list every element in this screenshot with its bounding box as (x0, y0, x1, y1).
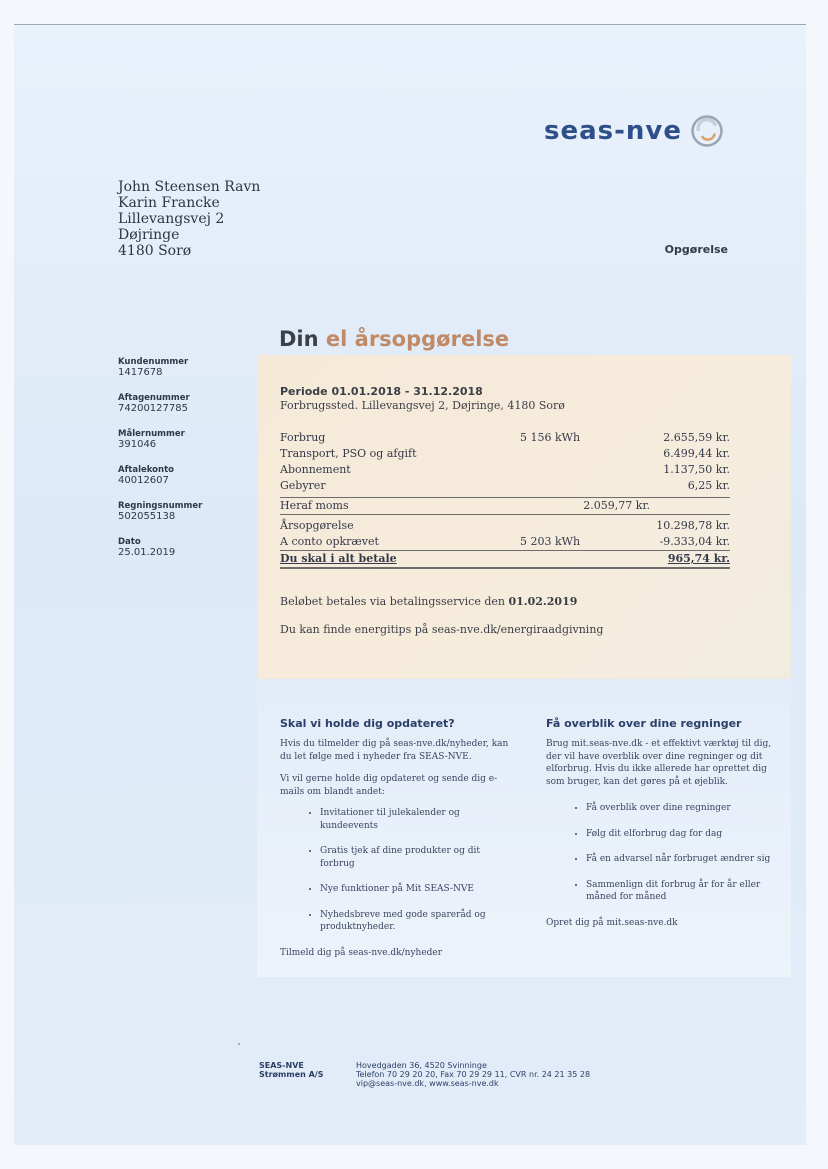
consumption-site: Forbrugssted. Lillevangsvej 2, Døjringe, 4180 Sorø (280, 399, 565, 412)
footer-contact (356, 1061, 590, 1088)
info-value: 74200127785 (118, 403, 188, 414)
list-item: • Nye funktioner på Mit SEAS-NVE (320, 883, 516, 896)
payment-date: 01.02.2019 (508, 595, 578, 608)
document-page (14, 24, 806, 1145)
scan-speck (238, 1043, 240, 1045)
logo-text: seas-nve (544, 116, 683, 146)
info-value: 25.01.2019 (118, 547, 176, 558)
info-value: 40012607 (118, 475, 169, 486)
newsletter-column (280, 717, 516, 959)
payment-text: Beløbet betales via betalingsservice den (280, 595, 505, 608)
moms-row (280, 499, 730, 515)
footer-company-name: SEAS-NVE (259, 1061, 304, 1070)
row-amount: 2.059,77 kr. (583, 499, 650, 512)
recipient-line: Lillevangsvej 2 (118, 211, 225, 227)
footer-company-name: Strømmen A/S (259, 1070, 324, 1079)
list-item: • Følg dit elforbrug dag for dag (586, 828, 786, 841)
summary-row (280, 535, 730, 551)
customer-info (118, 357, 202, 573)
payment-note (280, 595, 577, 608)
total-row (280, 552, 730, 568)
divider (280, 514, 730, 515)
document-type: Opgørelse (664, 243, 728, 256)
list-item: • Gratis tjek af dine produkter og dit forbrug (320, 845, 516, 870)
newsletter-text: Hvis du tilmelder dig på seas-nve.dk/nyheder, kan du let følge med i nyheder fra SEAS-NVE. (280, 739, 509, 762)
overview-link[interactable]: Opret dig på mit.seas-nve.dk (546, 917, 678, 928)
footer-company (259, 1061, 323, 1079)
row-qty: 5 203 kWh (520, 535, 581, 548)
overview-text: Brug mit.seas-nve.dk - et effektivt værktøj til dig, der vil have overblik over dine regninger og dit elforbrug. Hvis du ikke allerede har oprettet dig som bruger, kan det gøres på et øjeblik. (546, 739, 772, 787)
newsletter-link[interactable]: Tilmeld dig på seas-nve.dk/nyheder (280, 947, 443, 958)
newsletter-list (280, 807, 516, 934)
recipient-address (118, 179, 260, 259)
logo-swirl-icon (690, 114, 724, 148)
page-title (279, 327, 509, 351)
summary-row (280, 519, 730, 535)
divider (280, 497, 730, 498)
recipient-line: Døjringe (118, 227, 180, 243)
newsletter-heading: Skal vi holde dig opdateret? (280, 717, 455, 730)
bill-row (280, 479, 730, 495)
row-label: A conto opkrævet (280, 535, 379, 548)
divider (280, 550, 730, 551)
newsletter-text: Vi vil gerne holde dig opdateret og sende dig e-mails om blandt andet: (280, 774, 498, 797)
row-label: Forbrug (280, 431, 326, 444)
list-item: • Nyhedsbreve med gode spareråd og produktnyheder. (320, 909, 516, 934)
row-label: Transport, PSO og afgift (280, 447, 417, 460)
row-qty: 5 156 kWh (520, 431, 581, 444)
info-label: Aftalekonto (118, 465, 174, 475)
footer-web: vip@seas-nve.dk, www.seas-nve.dk (356, 1079, 499, 1088)
overview-list (546, 802, 786, 904)
row-amount: 1.137,50 kr. (663, 463, 730, 476)
list-item: • Invitationer til julekalender og kundeevents (320, 807, 516, 832)
row-amount: 10.298,78 kr. (656, 519, 730, 532)
overview-column (546, 717, 786, 929)
bill-row (280, 431, 730, 447)
row-amount: -9.333,04 kr. (659, 535, 730, 548)
title-highlight: el årsopgørelse (325, 327, 510, 351)
info-label: Aftagenummer (118, 393, 190, 403)
title-main: Din (279, 327, 319, 351)
row-amount: 6,25 kr. (687, 479, 730, 492)
row-amount: 2.655,59 kr. (663, 431, 730, 444)
list-item: • Få overblik over dine regninger (586, 802, 786, 815)
total-amount: 965,74 kr. (667, 552, 730, 565)
row-label: Årsopgørelse (280, 519, 354, 532)
row-label: Abonnement (280, 463, 351, 476)
billing-period: Periode 01.01.2018 - 31.12.2018 (280, 385, 483, 398)
total-label: Du skal i alt betale (280, 552, 397, 565)
info-value: 502055138 (118, 511, 176, 522)
footer-address: Hovedgaden 36, 4520 Svinninge (356, 1061, 487, 1070)
list-item: • Få en advarsel når forbruget ændrer sig (586, 853, 786, 866)
list-item: • Sammenlign dit forbrug år for år eller måned for måned (586, 879, 786, 904)
row-label: Gebyrer (280, 479, 326, 492)
bill-row (280, 463, 730, 479)
bill-row (280, 447, 730, 463)
info-value: 391046 (118, 439, 157, 450)
footer-phone: Telefon 70 29 20 20, Fax 70 29 29 11, CVR nr. 24 21 35 28 (356, 1070, 591, 1079)
info-value: 1417678 (118, 367, 163, 378)
info-label: Dato (118, 537, 141, 547)
tips-note: Du kan finde energitips på seas-nve.dk/energiraadgivning (280, 623, 604, 636)
seas-nve-logo (544, 111, 724, 151)
recipient-line: 4180 Sorø (118, 243, 192, 259)
row-amount: 6.499,44 kr. (663, 447, 730, 460)
info-label: Regningsnummer (118, 501, 203, 511)
row-label: Heraf moms (280, 499, 349, 512)
recipient-line: John Steensen Ravn (118, 179, 261, 195)
info-label: Kundenummer (118, 357, 189, 367)
recipient-line: Karin Francke (118, 195, 220, 211)
info-label: Målernummer (118, 429, 185, 439)
double-divider (280, 567, 730, 569)
overview-heading: Få overblik over dine regninger (546, 717, 742, 730)
